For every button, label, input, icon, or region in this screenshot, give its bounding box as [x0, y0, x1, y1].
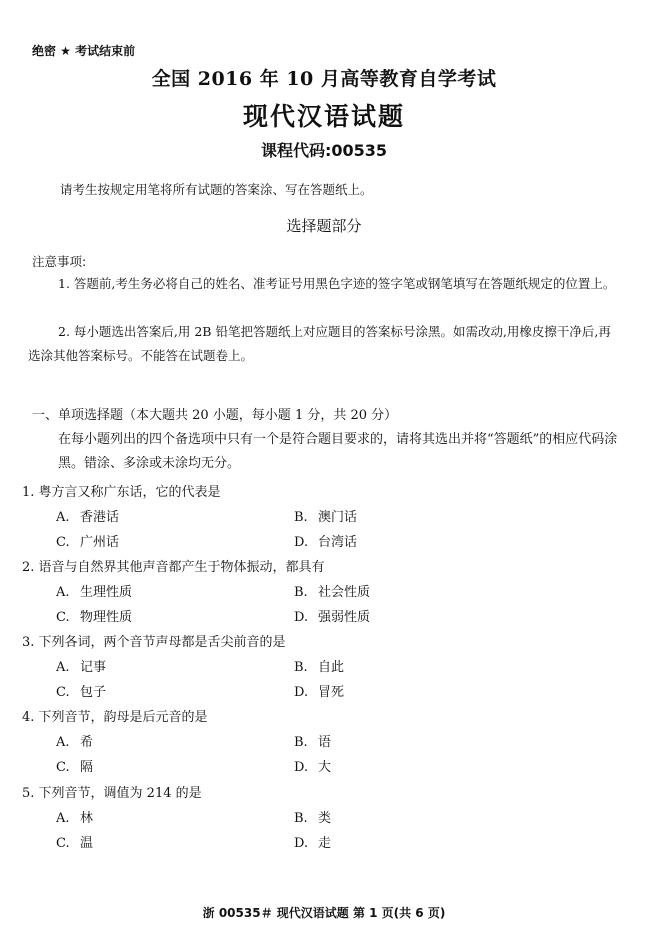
- part-heading: 一、单项选择题（本大题共 20 小题，每小题 1 分，共 20 分）: [32, 408, 398, 423]
- note-item: 2. 每小题选出答案后,用 2B 铅笔把答题纸上对应题目的答案标号涂黑。如需改动,用橡皮擦干净后,再选涂其他答案标号。不能答在试题卷上。: [28, 324, 611, 363]
- question-stem: 2. 语音与自然界其他声音都产生于物体振动，都具有: [22, 560, 325, 575]
- option-c: C. 包子: [56, 685, 107, 700]
- paper-title: 现代汉语试题: [242, 102, 405, 131]
- secret-mark: 绝密 ★ 考试结束前: [32, 44, 136, 58]
- option-c: C. 物理性质: [56, 610, 133, 625]
- notes-heading: 注意事项:: [32, 254, 87, 269]
- question-stem: 1. 粤方言又称广东话，它的代表是: [22, 485, 221, 500]
- option-a: A. 生理性质: [56, 585, 133, 600]
- option-a: A. 香港话: [56, 510, 120, 525]
- option-a: A. 希: [56, 735, 94, 750]
- part-instruction: 在每小题列出的四个备选项中只有一个是符合题目要求的，请将其选出并将“答题纸”的相应代码涂黑。错涂、多涂或未涂均无分。: [58, 432, 618, 471]
- option-c: C. 温: [56, 836, 94, 851]
- option-b: B. 自此: [294, 660, 345, 675]
- course-code: 课程代码:00535: [260, 141, 388, 160]
- option-a: A. 林: [56, 811, 94, 826]
- option-b: B. 类: [294, 811, 332, 826]
- option-b: B. 澳门话: [294, 510, 358, 525]
- section-title: 选择题部分: [286, 217, 362, 235]
- option-d: D. 大: [294, 760, 332, 775]
- option-d: D. 强弱性质: [294, 610, 371, 625]
- option-c: C. 广州话: [56, 535, 120, 550]
- question-stem: 4. 下列音节，韵母是后元音的是: [22, 710, 208, 725]
- option-d: D. 冒死: [294, 685, 345, 700]
- exam-title: 全国 2016 年 10 月高等教育自学考试: [151, 68, 497, 90]
- option-b: B. 社会性质: [294, 585, 371, 600]
- option-d: D. 台湾话: [294, 535, 358, 550]
- question-stem: 3. 下列各词，两个音节声母都是舌尖前音的是: [22, 635, 286, 650]
- page-footer: 浙 00535＃ 现代汉语试题 第 1 页(共 6 页): [202, 906, 446, 920]
- option-a: A. 记事: [56, 660, 107, 675]
- question-stem: 5. 下列音节，调值为 214 的是: [22, 786, 202, 801]
- option-b: B. 语: [294, 735, 332, 750]
- note-item: 1. 答题前,考生务必将自己的姓名、准考证号用黑色字迹的签字笔或钢笔填写在答题纸规定的位置上。: [58, 276, 616, 291]
- option-c: C. 隔: [56, 760, 94, 775]
- option-d: D. 走: [294, 836, 332, 851]
- answer-notice: 请考生按规定用笔将所有试题的答案涂、写在答题纸上。: [60, 182, 373, 197]
